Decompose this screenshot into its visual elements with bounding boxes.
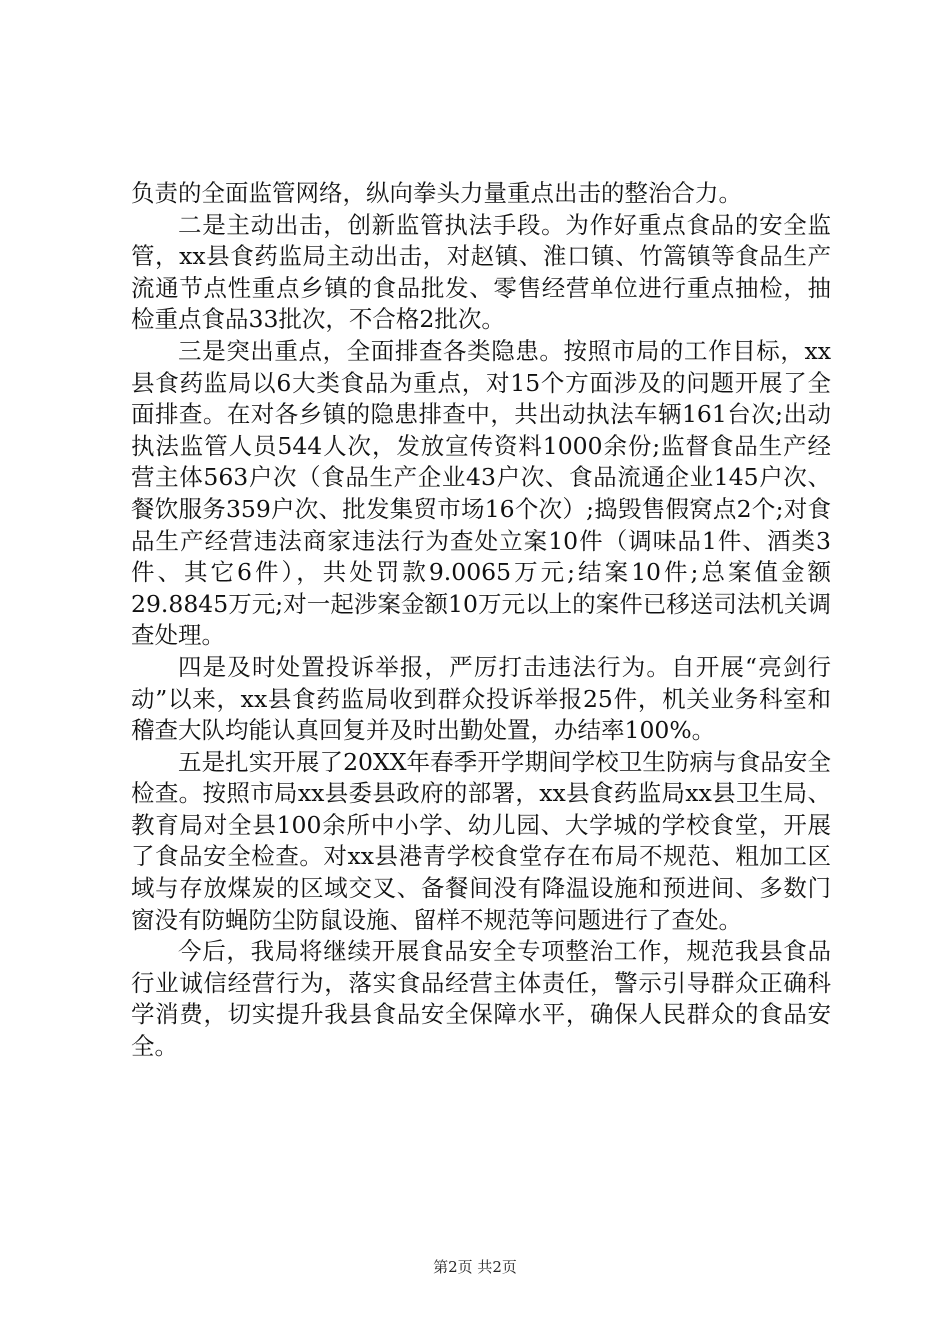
paragraph-continued: 负责的全面监管网络，纵向拳头力量重点出击的整治合力。 bbox=[131, 179, 742, 207]
paragraph-item-four: 四是及时处置投诉举报，严厉打击违法行为。自开展“亮剑行动”以来，xx县食药监局收到群众投诉举报25件，机关业务科室和稽查大队均能认真回复并及时出勤处置，办结率100%。 bbox=[131, 652, 831, 745]
document-body bbox=[131, 178, 831, 1063]
paragraph-item-five: 五是扎实开展了20XX年春季开学期间学校卫生防病与食品安全检查。按照市局xx县委县政府的部署，xx县食药监局xx县卫生局、教育局对全县100余所中小学、幼儿园、大学城的学校食堂，开展了食品安全检查。对xx县港青学校食堂存在布局不规范、粗加工区域与存放煤炭的区域交叉、备餐间没有降温设施和预进间、多数门窗没有防蝇防尘防鼠设施、留样不规范等问题进行了查处。 bbox=[131, 747, 831, 934]
paragraph-conclusion: 今后，我局将继续开展食品安全专项整治工作，规范我县食品行业诚信经营行为，落实食品经营主体责任，警示引导群众正确科学消费，切实提升我县食品安全保障水平，确保人民群众的食品安全。 bbox=[131, 937, 831, 1061]
paragraph-item-three: 三是突出重点，全面排查各类隐患。按照市局的工作目标，xx县食药监局以6大类食品为重点，对15个方面涉及的问题开展了全面排查。在对各乡镇的隐患排查中，共出动执法车辆161台次;出动执法监管人员544人次，发放宣传资料1000余份;监督食品生产经营主体563户次（食品生产企业43户次、食品流通企业145户次、餐饮服务359户次、批发集贸市场16个次）;捣毁售假窝点2个;对食品生产经营违法商家违法行为查处立案10件（调味品1件、酒类3件、其它6件），共处罚款9.0065万元;结案10件;总案值金额29.8845万元;对一起涉案金额10万元以上的案件已移送司法机关调查处理。 bbox=[131, 336, 831, 650]
paragraph-item-two: 二是主动出击，创新监管执法手段。为作好重点食品的安全监管，xx县食药监局主动出击，对赵镇、淮口镇、竹篙镇等食品生产流通节点性重点乡镇的食品批发、零售经营单位进行重点抽检，抽检重点食品33批次，不合格2批次。 bbox=[131, 210, 831, 334]
page-footer: 第2页 共2页 bbox=[433, 1258, 517, 1276]
